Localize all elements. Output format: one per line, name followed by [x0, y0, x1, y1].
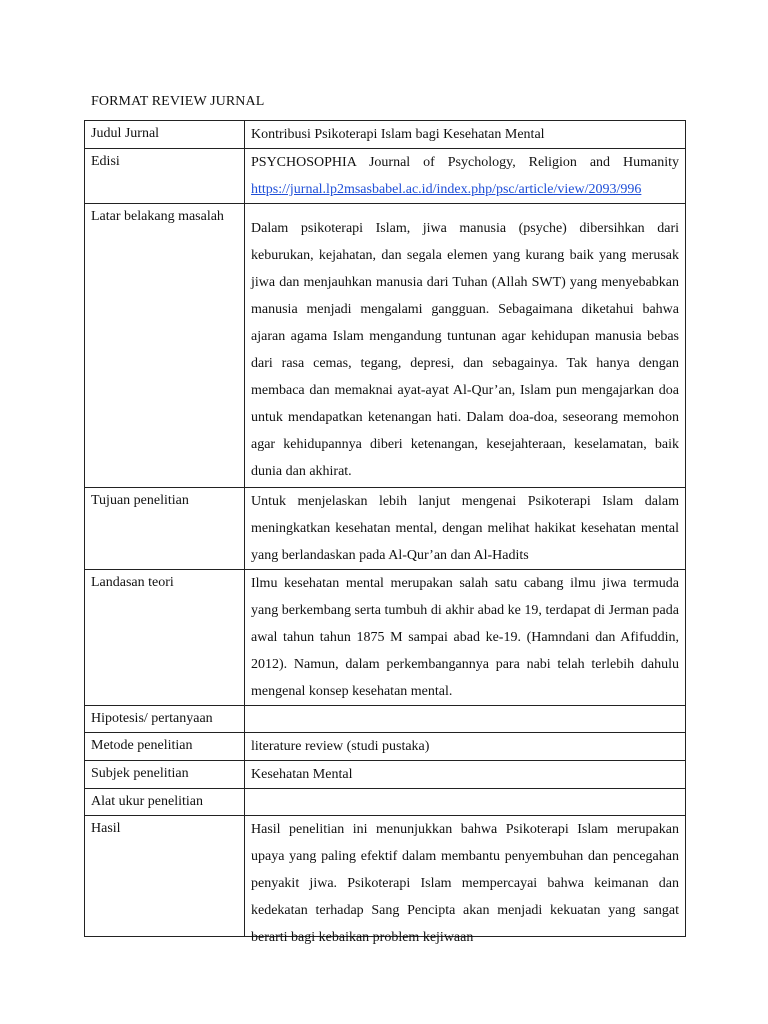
value-metode: literature review (studi pustaka): [245, 733, 686, 761]
latar-text: Dalam psikoterapi Islam, jiwa manusia (psyche) dibersihkan dari keburukan, kejahatan, dan segala elemen yang kurang baik yang merusak jiwa dan menjauhkan manusia dari Tuhan (Allah SWT) yang menyebabkan manusia menjadi mengalami gangguan. Sebagaimana diketahui bahwa ajaran agama Islam mengandung tuntunan agar kehidupan manusia bebas dari rasa cemas, tegang, depresi, dan sebagainya. Tak hanya dengan membaca dan memaknai ayat-ayat Al-Qur’an, Islam pun mengajarkan doa untuk mendapatkan ketenangan hati. Dalam doa-doa, seseorang memohon agar kehidupannya diberi ketenangan, kesejahteraan, keselamatan, baik dunia dan akhirat.: [251, 221, 679, 479]
row-latar: [85, 204, 686, 488]
row-judul: [85, 121, 686, 149]
label-subjek: Subjek penelitian: [85, 761, 245, 789]
value-tujuan: Untuk menjelaskan lebih lanjut mengenai Psikoterapi Islam dalam meningkatkan kesehatan mental, dengan melihat hakikat kesehatan mental yang berlandaskan pada Al-Qur’an dan Al-Hadits: [245, 488, 686, 570]
value-latar: [245, 204, 686, 488]
row-landasan: [85, 570, 686, 706]
value-landasan: Ilmu kesehatan mental merupakan salah satu cabang ilmu jiwa termuda yang berkembang serta tumbuh di akhir abad ke 19, terdapat di Jerman pada awal tahun tahun 1875 M sampai abad ke-19. (Hamndani dan Afifuddin, 2012). Namun, dalam perkembangannya para nabi telah terlebih dahulu mengenal konsep kesehatan mental.: [245, 570, 686, 706]
value-alat: [245, 789, 686, 816]
journal-name: PSYCHOSOPHIA Journal of Psychology, Religion and Humanity: [251, 155, 679, 170]
hasil-text: Hasil penelitian ini menunjukkan bahwa Psikoterapi Islam merupakan upaya yang paling efektif dalam membantu penyembuhan dan pencegahan penyakit jiwa. Psikoterapi Islam mempercayai bahwa keimanan dan kedekatan terhadap Sang Pencipta akan menjadi kekuatan yang sangat berarti bagi kebaikan problem kejiwaan: [251, 822, 679, 945]
label-hasil: Hasil: [85, 816, 245, 937]
row-subjek: [85, 761, 686, 789]
value-hipotesis: [245, 706, 686, 733]
value-edisi: [245, 149, 686, 204]
row-edisi: [85, 149, 686, 204]
label-metode: Metode penelitian: [85, 733, 245, 761]
label-tujuan: Tujuan penelitian: [85, 488, 245, 570]
label-latar: Latar belakang masalah: [85, 204, 245, 488]
label-hipotesis: Hipotesis/ pertanyaan: [85, 706, 245, 733]
review-table: [84, 120, 686, 945]
row-hasil: [85, 816, 686, 937]
value-hasil: [245, 816, 686, 945]
label-edisi: Edisi: [85, 149, 245, 204]
journal-link[interactable]: https://jurnal.lp2msasbabel.ac.id/index.php/psc/article/view/2093/996: [251, 182, 642, 197]
row-hipotesis: [85, 706, 686, 733]
value-judul: Kontribusi Psikoterapi Islam bagi Kesehatan Mental: [245, 121, 686, 149]
label-alat: Alat ukur penelitian: [85, 789, 245, 816]
document-title: FORMAT REVIEW JURNAL: [91, 94, 265, 109]
row-alat: [85, 789, 686, 816]
label-landasan: Landasan teori: [85, 570, 245, 706]
label-judul: Judul Jurnal: [85, 121, 245, 149]
value-subjek: Kesehatan Mental: [245, 761, 686, 789]
row-tujuan: [85, 488, 686, 570]
row-metode: [85, 733, 686, 761]
